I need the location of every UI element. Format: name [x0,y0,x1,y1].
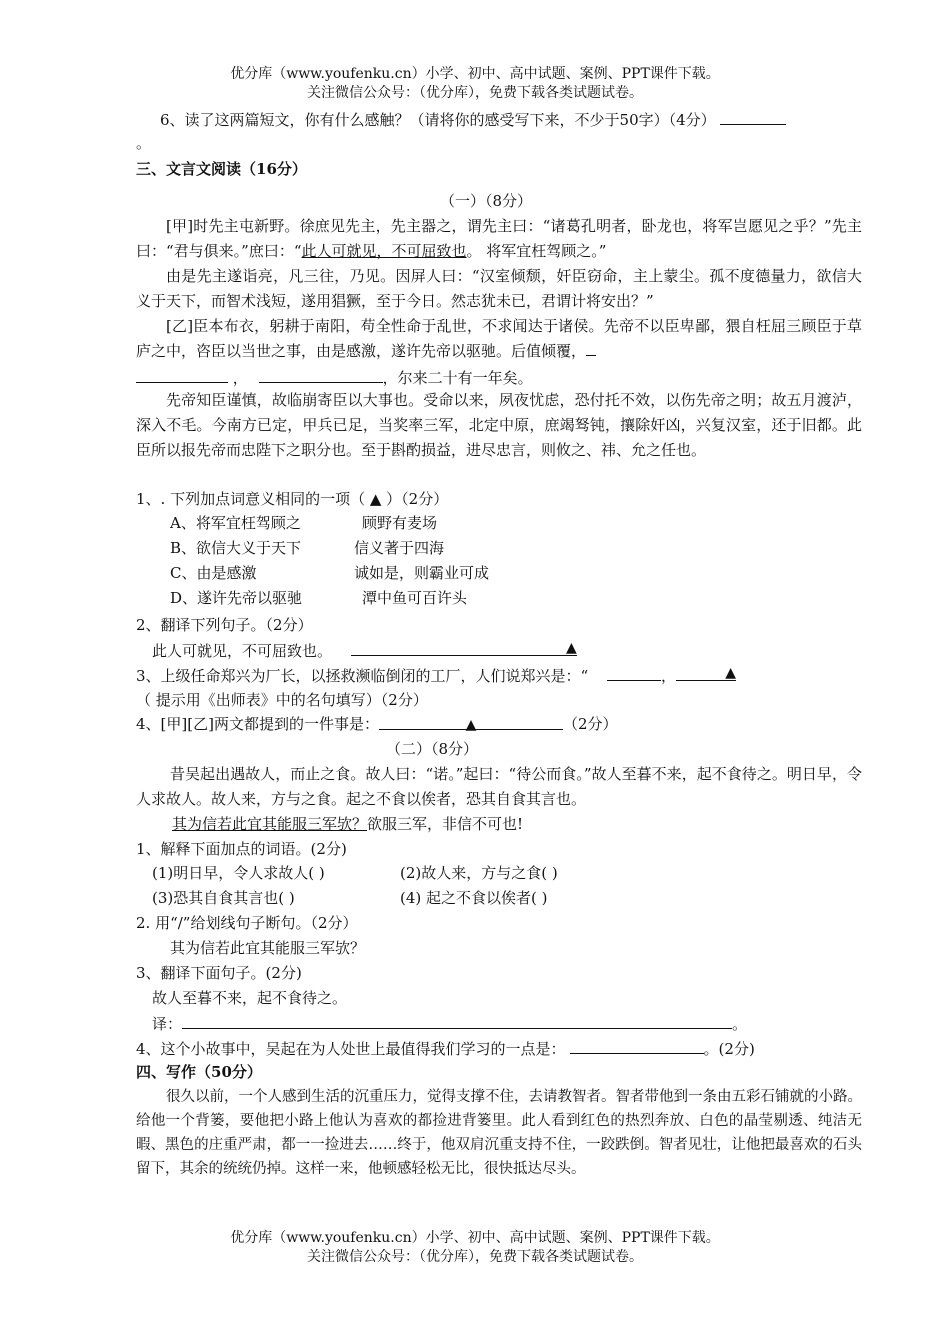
part2-question-4 [136,1037,755,1060]
option-a-left: A、将军宜枉驾顾之 [170,514,301,532]
triangle-marker: ▲ [725,665,737,681]
writing-prompt: 很久以前，一个人感到生活的沉重压力，觉得支撑不住，去请教智者。智者带他到一条由五彩石铺就的小路。给他一个背篓，要他把小路上他认为喜欢的都捡进背篓里。此人看到红色的热烈奔放、白色的晶莹剔透、纯洁无暇、黑色的庄重严肃，都一一捡进去……终于，他双肩沉重支持不住，一跤跌倒。智者见壮，让他把最喜欢的石头留下，其余的统统仍掉。这样一来，他顿感轻松无比，很快抵达尽头。 [136,1089,862,1177]
question-3-blank-2[interactable] [676,664,736,681]
option-c-right: 诚如是，则霸业可成 [354,564,490,582]
passage-2-paragraph: 昔吴起出遇故人，而止之食。故人曰：“诺。”起曰：“待公而食。”故人至暮不来，起不食待之。明日早，令人求故人。故人来，方与之食。起之不食以俟者，恐其自食其言也。 [136,765,862,808]
passage-jia-underlined-sentence: 此人可就见，不可屈致也 [301,242,467,260]
triangle-marker: ▲ [566,640,577,656]
question-2-answer-blank[interactable] [351,639,577,656]
passage-jia-paragraph-1 [136,214,862,264]
part1-question-3-hint: （ 提示用《出师表》中的名句填写）（2分） [136,691,428,709]
passage-yi-fill-line [136,366,533,389]
part1-question-2-line [152,639,577,662]
question-6-text: 6、读了这两篇短文，你有什么感触？（请将你的感受写下来，不少于50字）（4分） [160,111,716,129]
option-a-right: 顾野有麦场 [362,514,438,532]
part1-question-2: 2、翻译下列句子。（2分） [136,616,313,634]
question-3-blank-1[interactable] [607,664,661,681]
part-1-title: （一）（8分） [440,192,533,210]
part1-question-3 [136,664,736,687]
passage-jia-text-end: 。 将军宜枉驾顾之。” [466,242,607,260]
question-6-answer-blank[interactable] [720,108,786,125]
question-b4-end: 。(2分) [703,1040,755,1058]
part2-question-1: 1、解释下面加点的词语。(2分) [136,840,347,858]
translation-answer-blank[interactable] [182,1012,732,1029]
header-line-2: 关注微信公众号：（优分库），免费下载各类试题试卷。 [307,85,643,101]
question-2-sentence: 此人可就见，不可屈致也。 [152,642,333,660]
part2-question-2: 2. 用“/”给划线句子断句。（2分） [136,914,358,932]
part2-question-2-sentence: 其为信若此宜其能服三军欤？ [170,939,366,957]
triangle-marker: ▲ [465,717,477,733]
part2-question-1-item-3: (3)恐其自食其言也( ) [152,889,295,907]
passage-yi-comma: ， [232,369,248,387]
part2-question-1-item-4: (4) 起之不食以俟者( ) [400,889,548,907]
footer-line-2: 关注微信公众号：（优分库），免费下载各类试题试卷。 [307,1249,643,1265]
passage-yi-blank-2[interactable] [259,366,383,383]
header-line-1: 优分库（www.youfenku.cn）小学、初中、高中试题、案例、PPT课件下载。 [230,66,720,82]
part1-question-1: 1、. 下列加点词意义相同的一项（ ▲ ）（2分） [136,490,449,508]
translation-end: 。 [732,1015,748,1033]
part1-question-4 [136,713,618,735]
part2-question-3-sentence: 故人至暮不来，起不食待之。 [152,989,348,1007]
passage-2-end: 欲服三军，非信不可也! [367,815,524,833]
question-b4-answer-blank[interactable] [570,1037,704,1054]
option-c-left: C、由是感激 [170,564,257,582]
passage-yi-paragraph-1 [136,314,862,364]
part2-question-1-item-1: (1)明日早，令人求故人( ) [152,864,325,882]
part2-question-3: 3、翻译下面句子。(2分) [136,964,302,982]
passage-yi-blank-0[interactable] [586,339,596,356]
question-b4-text: 4、这个小故事中，吴起在为人处世上最值得我们学习的一点是： [136,1040,566,1058]
question-3-comma: ， [661,667,677,685]
option-b-left: B、欲信大义于天下 [170,539,302,557]
passage-2-underlined-sentence: 其为信若此宜其能服三军欤？ [172,815,368,833]
question-6 [160,108,786,131]
question-4-score: （2分） [562,715,618,733]
option-d-left: D、遂许先帝以驱驰 [170,589,303,607]
part2-question-1-item-2: (2)故人来，方与之食( ) [400,864,558,882]
translation-label: 译： [152,1015,183,1033]
passage-jia-text: [甲]时先主屯新野。徐庶见先主，先主器之，谓先主曰：“诸葛孔明者，卧龙也，将军岂愿见之乎？”先主曰：“君与俱来。”庶曰：“ [136,217,862,260]
passage-yi-text: [乙]臣本布衣，躬耕于南阳，苟全性命于乱世，不求闻达于诸侯。先帝不以臣卑鄙，猥自枉屈三顾臣于草庐之中，咨臣以当世之事，由是感激，遂许先帝以驱驰。后值倾覆， [136,317,862,360]
question-4-answer-blank[interactable] [379,713,563,733]
section-4-title: 四、写作（50分） [136,1063,262,1081]
passage-yi-paragraph-2: 先帝知臣谨慎，故临崩寄臣以大事也。受命以来，夙夜忧虑，恐付托不效，以伤先帝之明；故五月渡泸，深入不毛。今南方已定，甲兵已足，当奖率三军，北定中原，庶竭驽钝，攘除奸凶，兴复汉室，还于旧都。此臣所以报先帝而忠陛下之职分也。至于斟酌损益，进尽忠言，则攸之、祎、允之任也。 [136,391,862,459]
option-b-right: 信义著于四海 [354,539,445,557]
passage-2-underline-line [172,813,523,835]
passage-jia-paragraph-2: 由是先主遂诣亮，凡三往，乃见。因屏人曰：“汉室倾颓，奸臣窃命，主上蒙尘。孤不度德量力，欲信大义于天下，而智术浅短，遂用猖獗，至于今日。然志犹未已，君谓计将安出？” [136,267,862,310]
option-d-right: 潭中鱼可百许头 [362,589,468,607]
question-6-tail: 。 [136,134,152,152]
section-3-title: 三、文言文阅读（16分） [136,160,307,178]
question-3-text: 3、上级任命郑兴为厂长，以拯救濒临倒闭的工厂，人们说郑兴是：“ [136,667,589,685]
passage-yi-blank-1[interactable] [136,366,228,383]
part-2-title: （二）（8分） [386,740,479,758]
question-4-text: 4、[甲][乙]两文都提到的一件事是： [136,715,379,733]
part2-question-3-answer-line [152,1012,747,1035]
passage-yi-end: ，尔来二十有一年矣。 [382,369,533,387]
footer-line-1: 优分库（www.youfenku.cn）小学、初中、高中试题、案例、PPT课件下载。 [230,1230,720,1246]
